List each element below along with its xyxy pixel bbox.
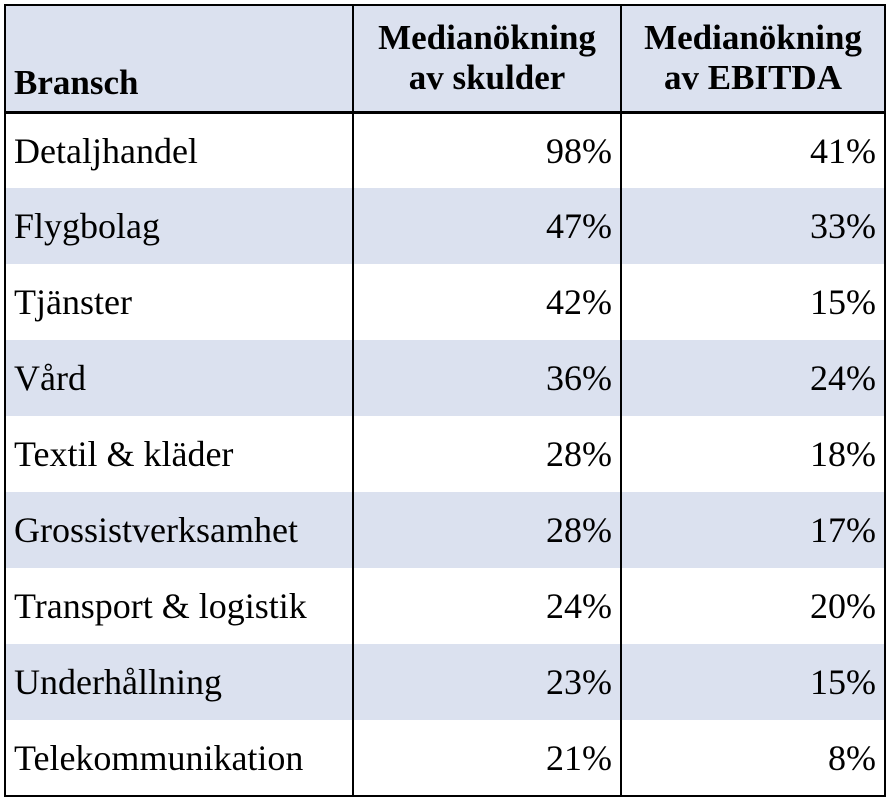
table-row bbox=[5, 644, 885, 720]
cell-ebitda: 18% bbox=[621, 416, 885, 492]
table-header-row bbox=[5, 5, 885, 112]
cell-skulder: 28% bbox=[353, 492, 621, 568]
cell-skulder: 21% bbox=[353, 720, 621, 796]
table-body bbox=[5, 112, 885, 796]
cell-ebitda: 8% bbox=[621, 720, 885, 796]
cell-skulder: 36% bbox=[353, 340, 621, 416]
cell-skulder: 28% bbox=[353, 416, 621, 492]
data-table-container bbox=[4, 4, 884, 796]
industry-table bbox=[4, 4, 886, 797]
cell-bransch: Grossistverksamhet bbox=[5, 492, 353, 568]
cell-skulder: 47% bbox=[353, 188, 621, 264]
table-row bbox=[5, 416, 885, 492]
cell-skulder: 42% bbox=[353, 264, 621, 340]
cell-bransch: Underhållning bbox=[5, 644, 353, 720]
header-ebitda: Medianökning av EBITDA bbox=[621, 5, 885, 112]
cell-bransch: Textil & kläder bbox=[5, 416, 353, 492]
cell-ebitda: 33% bbox=[621, 188, 885, 264]
cell-bransch: Flygbolag bbox=[5, 188, 353, 264]
header-skulder: Medianökning av skulder bbox=[353, 5, 621, 112]
cell-skulder: 23% bbox=[353, 644, 621, 720]
table-row bbox=[5, 720, 885, 796]
table-row bbox=[5, 340, 885, 416]
cell-ebitda: 17% bbox=[621, 492, 885, 568]
cell-bransch: Tjänster bbox=[5, 264, 353, 340]
cell-bransch: Vård bbox=[5, 340, 353, 416]
table-row bbox=[5, 188, 885, 264]
cell-skulder: 98% bbox=[353, 112, 621, 188]
cell-ebitda: 15% bbox=[621, 644, 885, 720]
cell-ebitda: 20% bbox=[621, 568, 885, 644]
cell-ebitda: 24% bbox=[621, 340, 885, 416]
table-row bbox=[5, 568, 885, 644]
table-row bbox=[5, 264, 885, 340]
cell-ebitda: 15% bbox=[621, 264, 885, 340]
cell-ebitda: 41% bbox=[621, 112, 885, 188]
cell-bransch: Detaljhandel bbox=[5, 112, 353, 188]
header-bransch: Bransch bbox=[5, 5, 353, 112]
cell-bransch: Transport & logistik bbox=[5, 568, 353, 644]
table-row bbox=[5, 112, 885, 188]
table-row bbox=[5, 492, 885, 568]
cell-skulder: 24% bbox=[353, 568, 621, 644]
cell-bransch: Telekommunikation bbox=[5, 720, 353, 796]
